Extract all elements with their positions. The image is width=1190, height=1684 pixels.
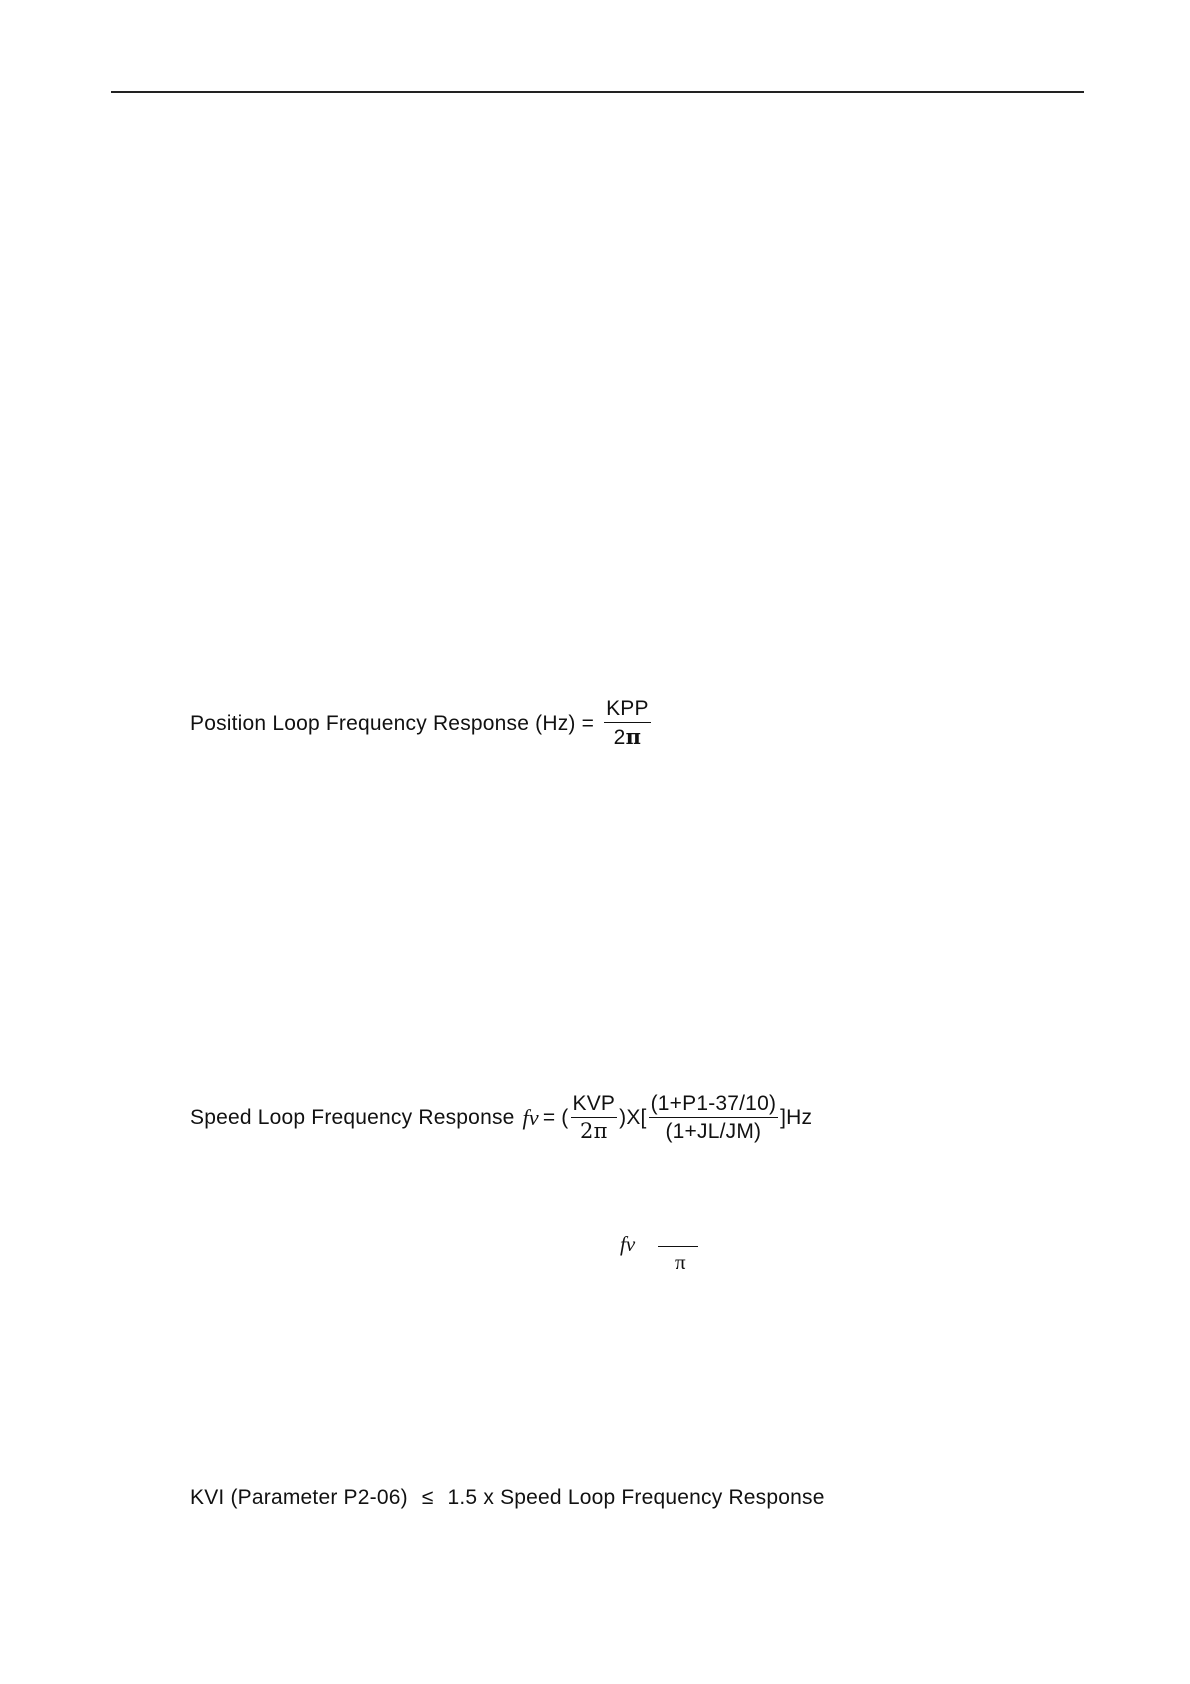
position-formula-label: Position Loop Frequency Response (Hz) = (190, 711, 595, 735)
kvi-operator: ≤ (421, 1486, 434, 1509)
kvi-right-text: 1.5 x Speed Loop Frequency Response (447, 1486, 825, 1509)
speed-formula-fraction-kvp (571, 1093, 618, 1142)
speed-formula-unit: ]Hz (780, 1106, 813, 1129)
position-formula-numerator: KPP (604, 698, 651, 723)
fragment-fraction-bar (658, 1246, 698, 1247)
position-denominator-coef: 2 (613, 726, 626, 749)
header-rule (111, 91, 1084, 93)
speed-formula-multiply: )X[ (619, 1106, 647, 1129)
speed-formula-fraction-inertia (649, 1093, 779, 1142)
speed-formula-f1-denominator: 2π (580, 1119, 608, 1143)
kvi-left-text: KVI (Parameter P2-06) (190, 1486, 408, 1509)
fragment-pi-symbol: π (675, 1250, 686, 1274)
position-loop-formula (190, 698, 653, 748)
speed-formula-f2-denominator: (1+JL/JM) (665, 1120, 762, 1143)
speed-loop-formula (190, 1093, 812, 1142)
speed-formula-f1-numerator: KVP (571, 1093, 618, 1118)
speed-formula-label: Speed Loop Frequency Response (190, 1106, 515, 1129)
position-formula-fraction (604, 698, 651, 748)
speed-formula-f2-numerator: (1+P1-37/10) (649, 1093, 779, 1118)
speed-formula-equals-open: = ( (542, 1106, 569, 1129)
kvi-constraint-line (190, 1487, 825, 1508)
position-formula-denominator (614, 723, 641, 748)
fragment-fv-symbol: fv (620, 1232, 636, 1256)
fv-symbol: fv (522, 1104, 539, 1130)
pi-symbol: π (625, 724, 642, 749)
